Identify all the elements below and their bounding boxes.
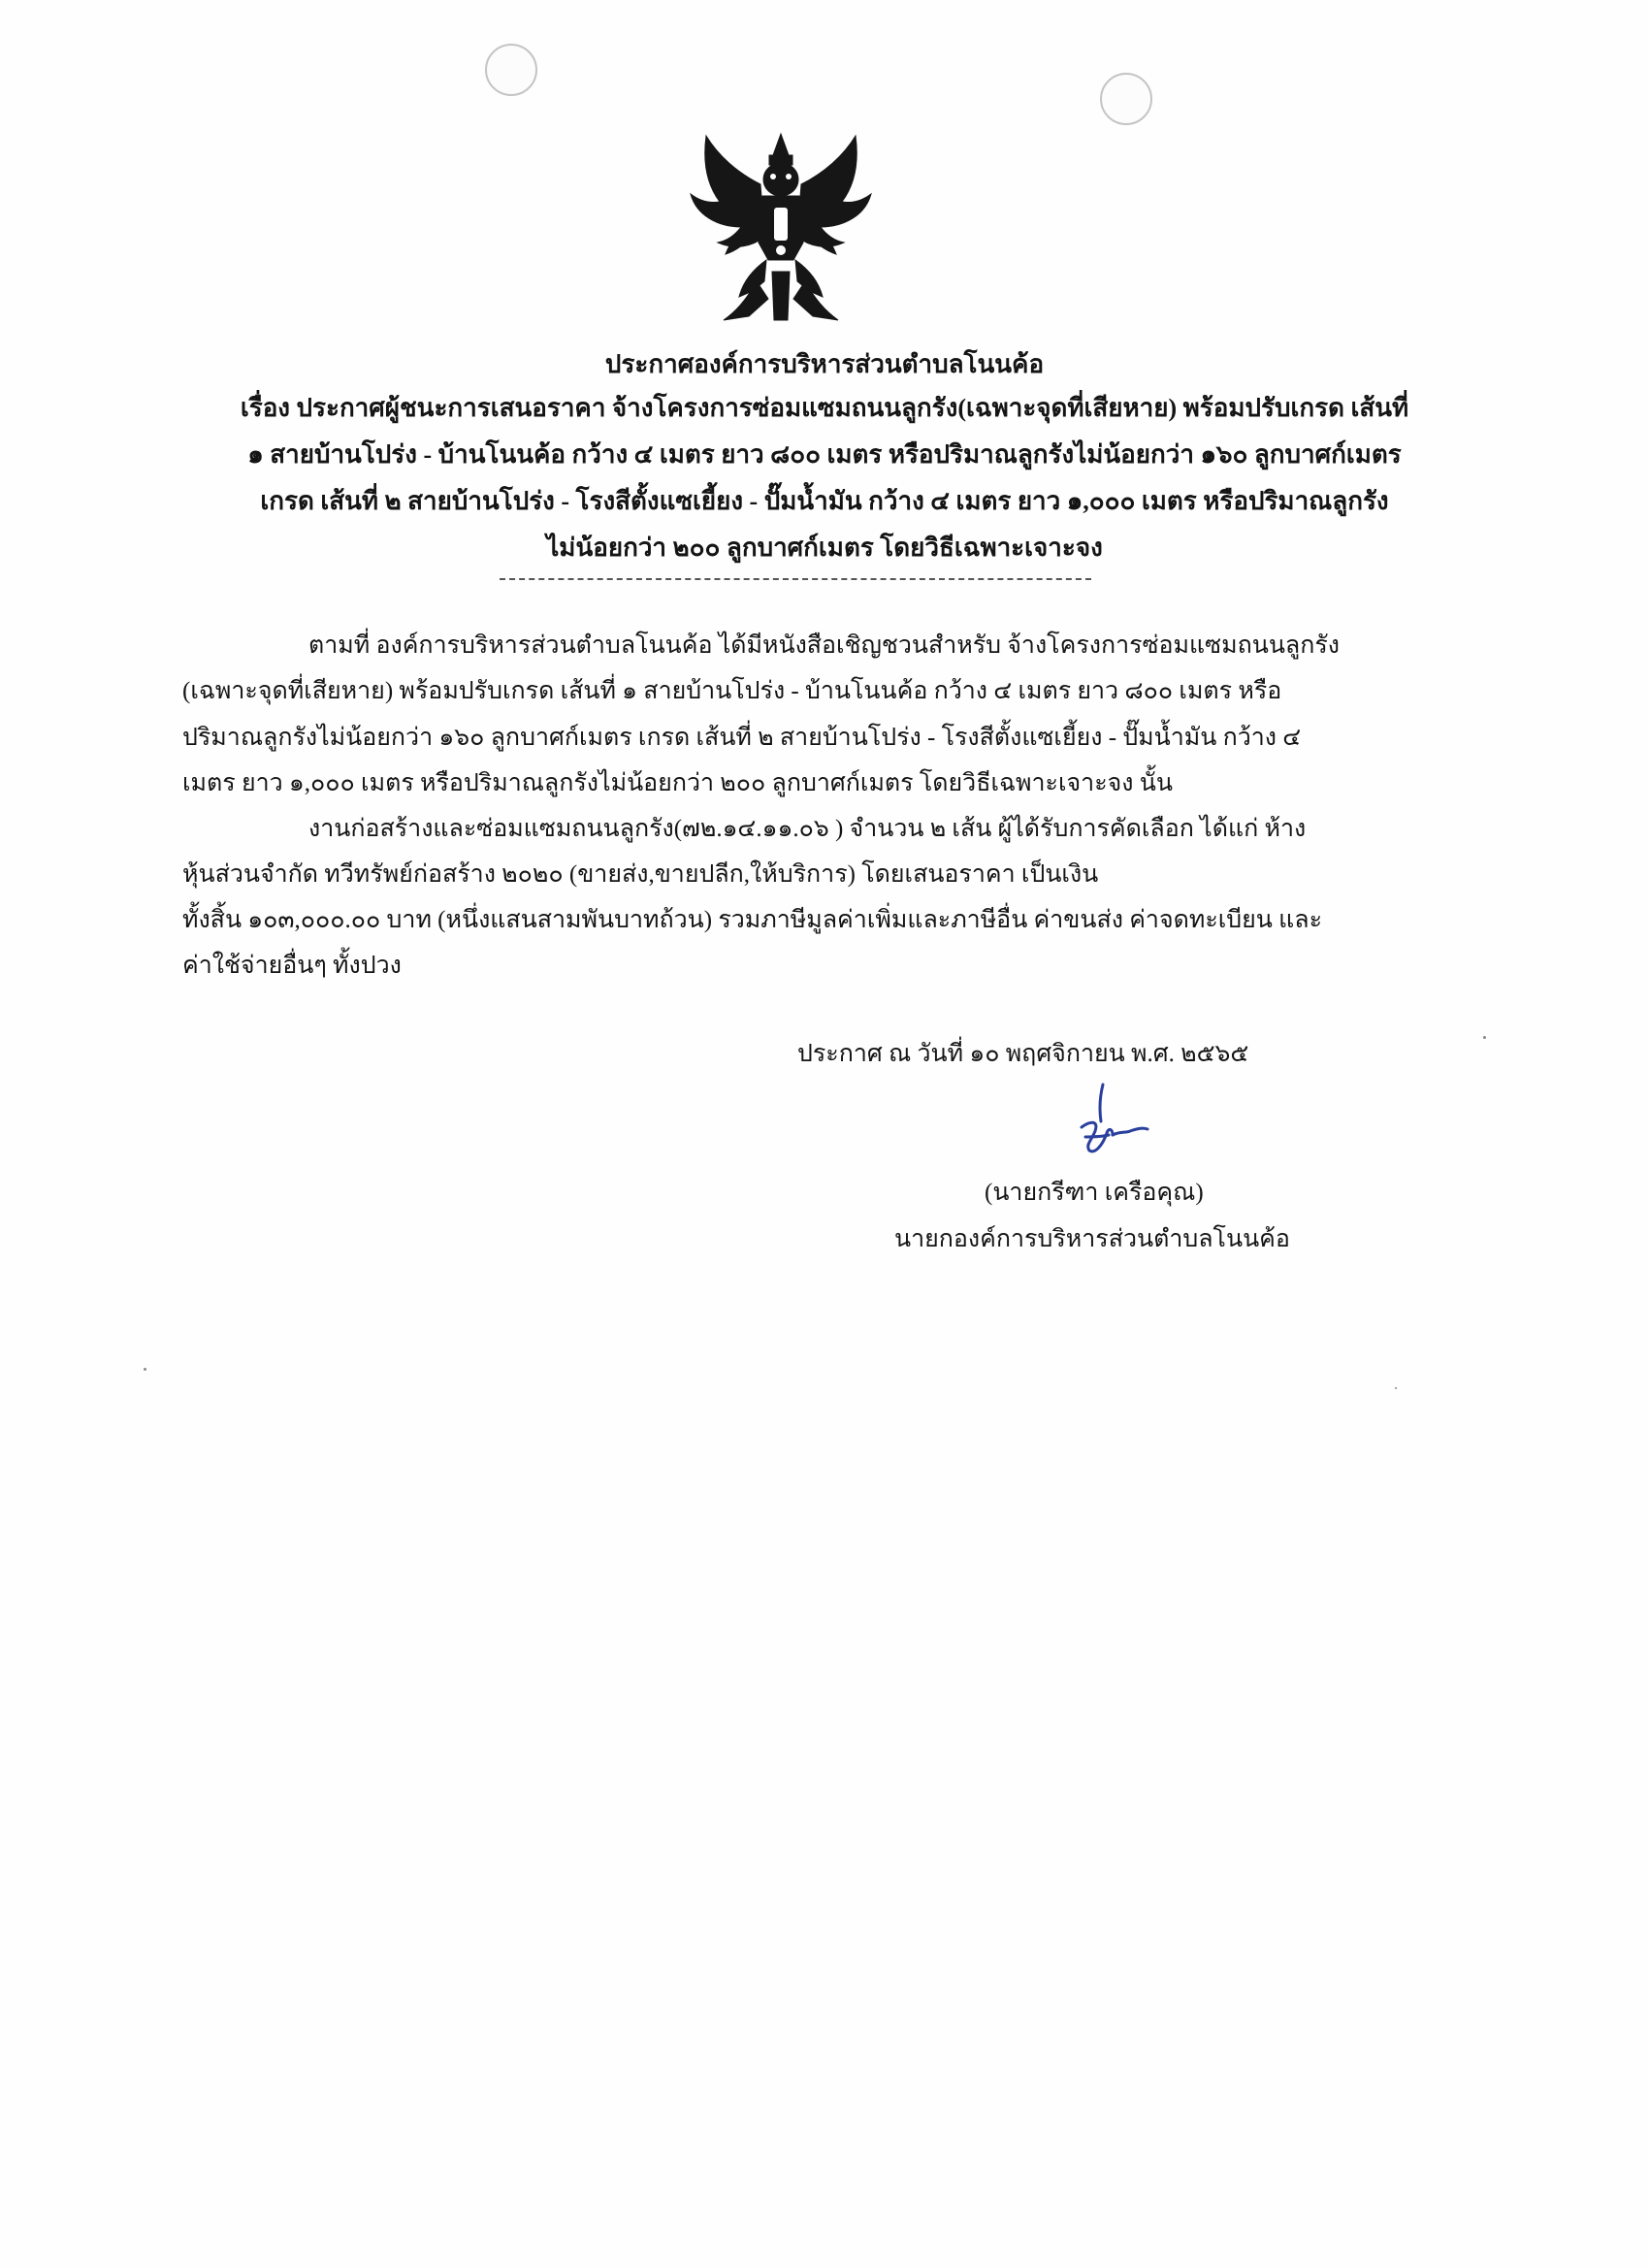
body-paragraph-line: ตามที่ องค์การบริหารส่วนตำบลโนนค้อ ได้มีหนังสือเชิญชวนสำหรับ จ้างโครงการซ่อมแซมถนนลูกรัง (308, 632, 1341, 659)
punch-hole-left (485, 44, 537, 96)
body-paragraph-line: (เฉพาะจุดที่เสียหาย) พร้อมปรับเกรด เส้นที่ ๑ สายบ้านโปร่ง - บ้านโนนค้อ กว้าง ๔ เมตร ยาว ๘๐๐ เมตร หรือ (182, 678, 1282, 704)
signer-name: (นายกรีฑา เครือคุณ) (985, 1180, 1204, 1206)
body-paragraph-line: ทั้งสิ้น ๑๐๓,๐๐๐.๐๐ บาท (หนึ่งแสนสามพันบาทถ้วน) รวมภาษีมูลค่าเพิ่มและภาษีอื่น ค่าขนส่ง ค่าจดทะเบียน และ (182, 907, 1323, 933)
subject-line: เรื่อง ประกาศผู้ชนะการเสนอราคา จ้างโครงการซ่อมแซมถนนลูกรัง(เฉพาะจุดที่เสียหาย) พร้อมปรับเกรด เส้นที่ (240, 394, 1409, 422)
scan-speck (144, 1368, 146, 1371)
scan-speck (1483, 1036, 1486, 1039)
dashed-divider (500, 578, 1091, 580)
announcement-title: ประกาศองค์การบริหารส่วนตำบลโนนค้อ (604, 350, 1045, 378)
subject-line: ๑ สายบ้านโปร่ง - บ้านโนนค้อ กว้าง ๔ เมตร ยาว ๘๐๐ เมตร หรือปริมาณลูกรังไม่น้อยกว่า ๑๖๐ ลูกบาศก์เมตร (247, 440, 1402, 469)
signer-title: นายกองค์การบริหารส่วนตำบลโนนค้อ (894, 1226, 1290, 1252)
body-paragraph-line: ปริมาณลูกรังไม่น้อยกว่า ๑๖๐ ลูกบาศก์เมตร เกรด เส้นที่ ๒ สายบ้านโปร่ง - โรงสีตั้งแซเยี้ยง - ปั๊มน้ำมัน กว้าง ๔ (182, 725, 1302, 751)
announcement-date: ประกาศ ณ วันที่ ๑๐ พฤศจิกายน พ.ศ. ๒๕๖๕ (797, 1041, 1249, 1067)
body-paragraph-line: งานก่อสร้างและซ่อมแซมถนนลูกรัง(๗๒.๑๔.๑๑.๐๖ ) จำนวน ๒ เส้น ผู้ได้รับการคัดเลือก ได้แก่ ห้าง (308, 816, 1307, 842)
body-paragraph-line: หุ้นส่วนจำกัด ทวีทรัพย์ก่อสร้าง ๒๐๒๐ (ขายส่ง,ขายปลีก,ให้บริการ) โดยเสนอราคา เป็นเงิน (182, 861, 1099, 888)
garuda-emblem-icon (679, 126, 883, 325)
scan-speck (1395, 1387, 1397, 1389)
subject-line: เกรด เส้นที่ ๒ สายบ้านโปร่ง - โรงสีตั้งแซเยี้ยง - ปั๊มน้ำมัน กว้าง ๔ เมตร ยาว ๑,๐๐๐ เมตร หรือปริมาณลูกรัง (260, 487, 1389, 515)
subject-line: ไม่น้อยกว่า ๒๐๐ ลูกบาศก์เมตร โดยวิธีเฉพาะเจาะจง (546, 534, 1103, 562)
body-paragraph-line: เมตร ยาว ๑,๐๐๐ เมตร หรือปริมาณลูกรังไม่น้อยกว่า ๒๐๐ ลูกบาศก์เมตร โดยวิธีเฉพาะเจาะจง นั้น (182, 770, 1173, 796)
body-paragraph-line: ค่าใช้จ่ายอื่นๆ ทั้งปวง (182, 953, 402, 979)
punch-hole-right (1100, 73, 1152, 125)
signature-icon (1052, 1077, 1159, 1164)
